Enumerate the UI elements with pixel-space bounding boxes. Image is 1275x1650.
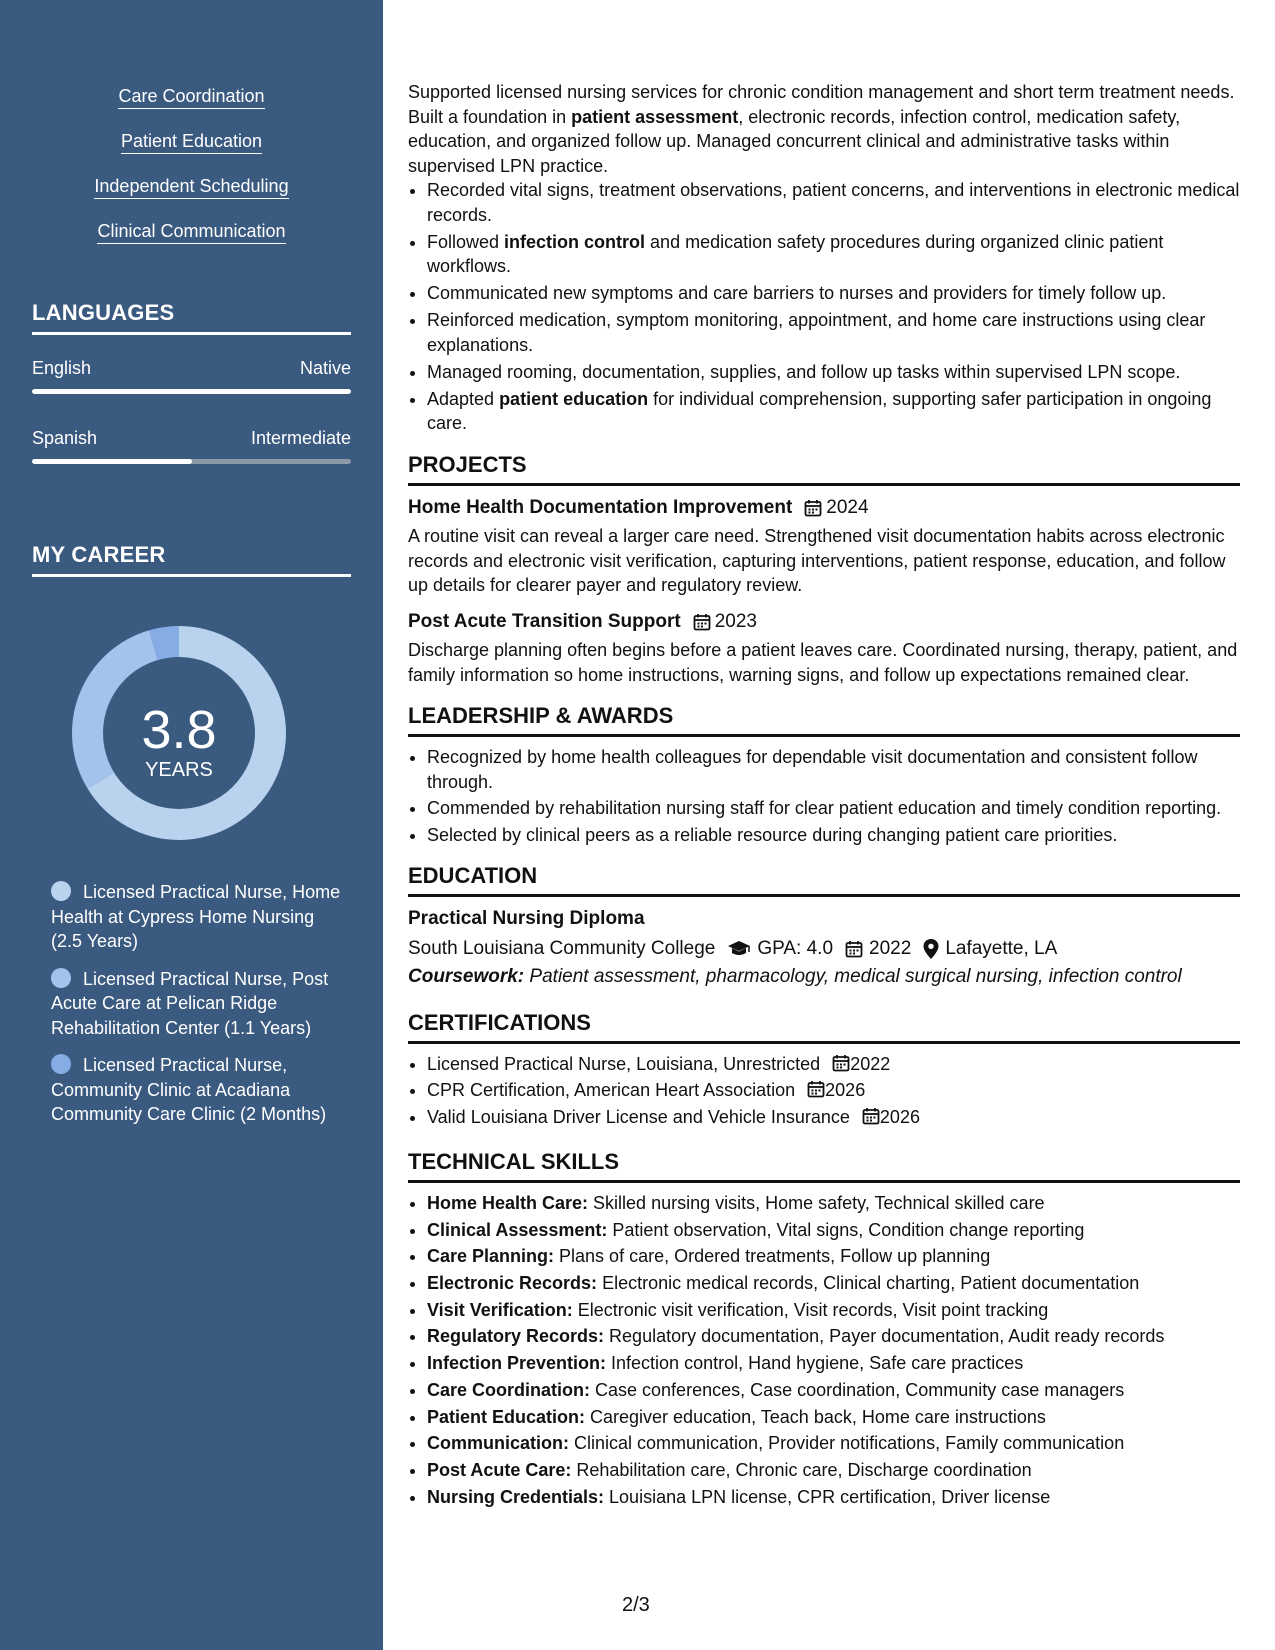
summary-text: Supported licensed nursing services for chronic condition management and short term treatment needs. Built a foundation in <box>408 82 1235 127</box>
skill-category: Home Health Care: <box>427 1193 589 1213</box>
list-item <box>427 1078 1240 1103</box>
skill-category: Communication: <box>427 1433 569 1454</box>
list-item <box>427 1105 1240 1130</box>
projects-heading: PROJECTS <box>408 452 1240 486</box>
experience-summary <box>408 80 1240 178</box>
list-item <box>427 1244 1240 1269</box>
certification-name: CPR Certification, American Heart Association <box>427 1080 796 1100</box>
certification-year: 2022 <box>850 1053 891 1074</box>
career-unit: YEARS <box>145 759 213 781</box>
technical-skills-list <box>408 1191 1240 1509</box>
legend-dot <box>51 881 71 901</box>
list-item <box>427 1458 1240 1483</box>
career-list <box>51 880 341 1140</box>
leadership-list <box>408 745 1240 847</box>
career-total: 3.8 <box>141 700 217 760</box>
certification-list <box>408 1052 1240 1130</box>
coursework-text: Patient assessment, pharmacology, medical surgical nursing, infection control <box>524 966 1182 987</box>
skill-tag[interactable]: Independent Scheduling <box>94 176 288 199</box>
list-item <box>427 1324 1240 1349</box>
summary-text: , electronic records, infection control, medication safety, education, and organized follow up. Managed concurrent clinical and administrative tasks within supervised LPN practice. <box>408 106 1181 176</box>
location-pin-icon <box>923 939 939 959</box>
bullet-highlight: infection control <box>504 231 646 252</box>
education-school: South Louisiana Community College <box>408 937 716 959</box>
list-item <box>427 1351 1240 1376</box>
list-item <box>427 1218 1240 1243</box>
calendar-icon <box>862 1107 880 1125</box>
language-level: Native <box>299 358 351 378</box>
skill-category: Regulatory Records: <box>427 1326 605 1347</box>
calendar-icon <box>807 1080 825 1098</box>
calendar-icon <box>804 499 822 517</box>
project-year: 2024 <box>826 496 869 518</box>
skill-category: Electronic Records: <box>427 1273 598 1294</box>
project-title: Post Acute Transition Support <box>408 610 681 632</box>
bullet-highlight: patient education <box>499 388 649 409</box>
skill-category: Visit Verification: <box>427 1299 573 1320</box>
skill-category: Clinical Assessment: <box>427 1219 608 1240</box>
certifications-heading: CERTIFICATIONS <box>408 1010 1240 1044</box>
list-item: • Commended by rehabilitation nursing staff for clear patient education and timely condition reporting. <box>427 796 1240 821</box>
calendar-icon <box>845 940 863 958</box>
education-heading: EDUCATION <box>408 863 1240 897</box>
language-bar-fill <box>32 459 192 464</box>
bullet-text: and medication safety procedures during organized clinic patient workflows. <box>427 231 1164 276</box>
education-gpa: GPA: 4.0 <box>757 937 834 959</box>
skill-category: Care Planning: <box>427 1246 555 1267</box>
list-item: • Selected by clinical peers as a reliable resource during changing patient care priorities. <box>427 823 1240 848</box>
languages-heading: LANGUAGES <box>32 300 351 335</box>
leadership-heading: LEADERSHIP & AWARDS <box>408 703 1240 737</box>
skill-tag[interactable]: Care Coordination <box>118 86 264 109</box>
skill-items: Caregiver education, Teach back, Home care instructions <box>585 1406 1046 1427</box>
project-year: 2023 <box>714 610 757 632</box>
language-row <box>32 358 351 379</box>
skill-category: Nursing Credentials: <box>427 1486 605 1507</box>
bullet-text: for individual comprehension, supporting safer participation in ongoing care. <box>427 388 1212 433</box>
project-description: A routine visit can reveal a larger care need. Strengthened visit documentation habits across electronic records and electronic visit verification, capturing interventions, patient response, education, and follow up details for clearer payer and regulatory review. <box>408 526 1226 595</box>
education-degree: Practical Nursing Diploma <box>408 908 645 929</box>
bullet-text: Followed <box>427 231 505 252</box>
skill-items: Patient observation, Vital signs, Condition change reporting <box>607 1219 1085 1240</box>
language-name: English <box>32 358 92 378</box>
list-item <box>427 387 1240 436</box>
education-year: 2022 <box>869 937 912 959</box>
education-details <box>408 937 1240 962</box>
language-row <box>32 428 351 449</box>
coursework-label: Coursework: <box>408 966 525 987</box>
legend-dot <box>51 1054 71 1074</box>
list-item <box>427 1052 1240 1077</box>
project-title-row <box>408 496 1240 521</box>
skill-items: Clinical communication, Provider notifications, Family communication <box>569 1433 1125 1454</box>
calendar-icon <box>693 613 711 631</box>
list-item: • Recognized by home health colleagues for dependable visit documentation and consistent follow through. <box>427 745 1240 794</box>
career-item-text: Licensed Practical Nurse, Community Clinic at Acadiana Community Care Clinic (2 Months) <box>51 1055 327 1124</box>
career-heading: MY CAREER <box>32 542 351 577</box>
language-bar <box>32 389 351 394</box>
list-item <box>427 1378 1240 1403</box>
bullet-text: Adapted <box>427 388 500 409</box>
language-bar-fill <box>32 389 351 394</box>
graduation-cap-icon <box>727 940 751 958</box>
education-coursework <box>408 965 1240 990</box>
list-item <box>427 1431 1240 1456</box>
skill-category: Patient Education: <box>427 1406 586 1427</box>
list-item <box>427 1298 1240 1323</box>
career-item-text: Licensed Practical Nurse, Post Acute Care at Pelican Ridge Rehabilitation Center (1.1 Years) <box>51 968 329 1038</box>
language-bar <box>32 459 351 464</box>
skill-items: Skilled nursing visits, Home safety, Technical skilled care <box>588 1193 1045 1213</box>
skill-items: Regulatory documentation, Payer documentation, Audit ready records <box>604 1326 1165 1347</box>
career-item <box>51 1053 341 1127</box>
skill-items: Plans of care, Ordered treatments, Follow up planning <box>554 1246 991 1267</box>
skill-items: Electronic visit verification, Visit records, Visit point tracking <box>572 1299 1049 1320</box>
skill-items: Rehabilitation care, Chronic care, Discharge coordination <box>571 1459 1032 1480</box>
skill-category: Post Acute Care: <box>427 1459 572 1480</box>
skill-items: Infection control, Hand hygiene, Safe care practices <box>606 1353 1024 1374</box>
skill-tag[interactable]: Clinical Communication <box>97 221 285 244</box>
legend-dot <box>51 968 71 988</box>
career-donut-chart <box>66 620 292 846</box>
skill-items: Louisiana LPN license, CPR certification, Driver license <box>604 1486 1051 1507</box>
language-level: Intermediate <box>250 428 351 448</box>
certification-year: 2026 <box>879 1106 920 1127</box>
career-item <box>51 880 341 954</box>
project-description: Discharge planning often begins before a patient leaves care. Coordinated nursing, therapy, patient, and family information so home instructions, warning signs, and follow up expectations remained clear. <box>408 640 1238 685</box>
technical-skills-heading: TECHNICAL SKILLS <box>408 1149 1240 1183</box>
skill-tags <box>0 86 383 266</box>
list-item: • Communicated new symptoms and care barriers to nurses and providers for timely follow up. <box>427 281 1240 306</box>
page-number: 2/3 <box>622 1594 650 1616</box>
skill-category: Care Coordination: <box>427 1379 591 1400</box>
calendar-icon <box>832 1054 850 1072</box>
project-title: Home Health Documentation Improvement <box>408 496 793 518</box>
skill-items: Case conferences, Case coordination, Community case managers <box>590 1379 1125 1400</box>
career-item-text: Licensed Practical Nurse, Home Health at Cypress Home Nursing (2.5 Years) <box>51 882 341 951</box>
list-item <box>427 1191 1240 1216</box>
list-item: • Recorded vital signs, treatment observations, patient concerns, and interventions in electronic medical records. <box>427 178 1240 227</box>
list-item <box>427 1485 1240 1510</box>
career-item <box>51 967 341 1041</box>
list-item <box>427 1405 1240 1430</box>
list-item <box>427 230 1240 279</box>
list-item <box>427 1271 1240 1296</box>
skill-category: Infection Prevention: <box>427 1353 607 1374</box>
certification-name: Licensed Practical Nurse, Louisiana, Unrestricted <box>427 1053 821 1074</box>
education-location: Lafayette, LA <box>945 937 1058 959</box>
experience-bullets <box>408 178 1240 436</box>
skill-tag[interactable]: Patient Education <box>121 131 262 154</box>
main-content <box>408 80 1240 1511</box>
list-item: • Reinforced medication, symptom monitoring, appointment, and home care instructions using clear explanations. <box>427 308 1240 357</box>
certification-year: 2026 <box>825 1080 866 1100</box>
project-title-row <box>408 610 1240 635</box>
certification-name: Valid Louisiana Driver License and Vehicle Insurance <box>427 1106 850 1127</box>
summary-highlight: patient assessment <box>571 106 739 127</box>
list-item: • Managed rooming, documentation, supplies, and follow up tasks within supervised LPN scope. <box>427 360 1240 385</box>
language-name: Spanish <box>32 428 98 448</box>
sidebar <box>0 0 383 1650</box>
skill-items: Electronic medical records, Clinical charting, Patient documentation <box>597 1273 1140 1294</box>
